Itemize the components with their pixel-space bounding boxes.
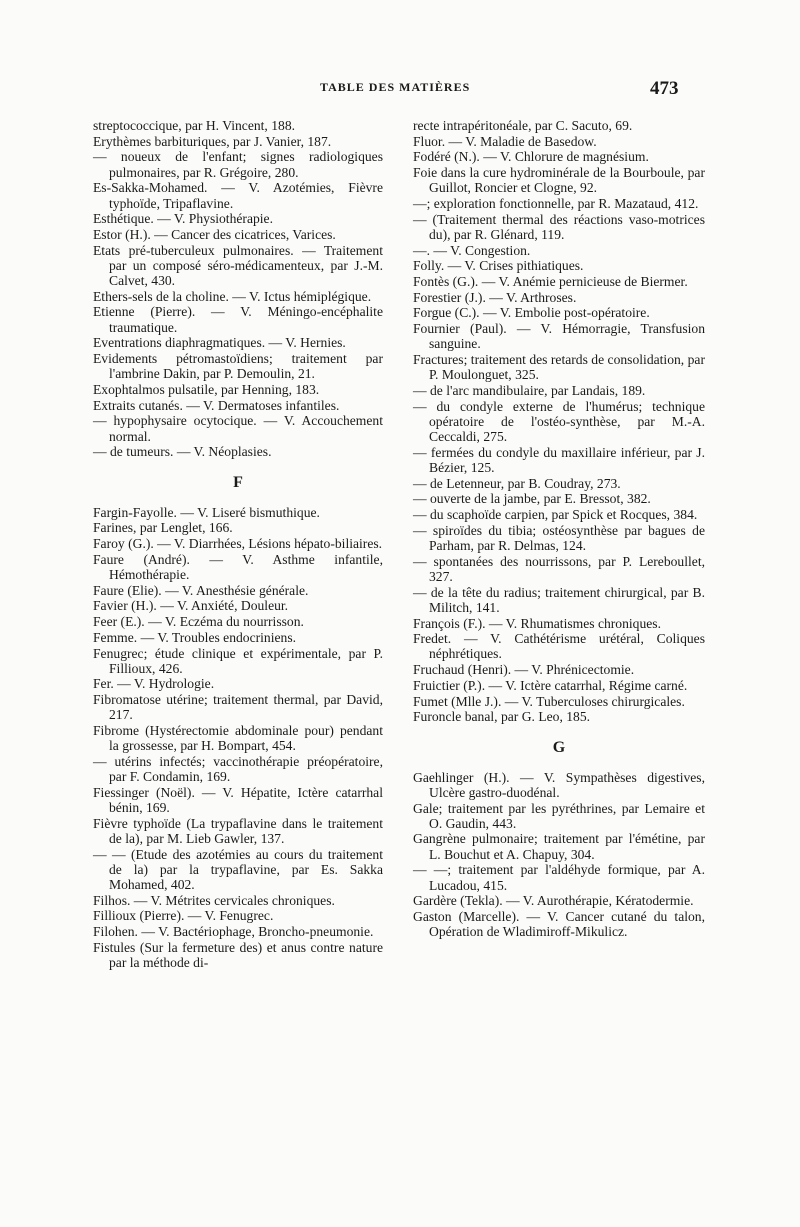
index-entry: Extraits cutanés. — V. Dermatoses infantiles. [93, 397, 340, 413]
index-entry: Furoncle banal, par G. Leo, 185. [413, 709, 591, 725]
index-entry: Fontès (G.). — V. Anémie pernicieuse de Biermer. [413, 274, 688, 290]
index-entry: Ethers-sels de la choline. — V. Ictus hémiplégique. [93, 288, 372, 304]
index-entry: Fillioux (Pierre). — V. Fenugrec. [93, 908, 274, 924]
index-entry: Erythèmes barbituriques, par J. Vanier, 187. [93, 133, 332, 149]
index-column-right [413, 118, 705, 940]
index-entry: — de l'arc mandibulaire, par Landais, 189. [413, 382, 646, 398]
index-entry: Fibromatose utérine; traitement thermal, par David, 217. [93, 692, 383, 723]
index-entry: Fiessinger (Noël). — V. Hépatite, Ictère catarrhal bénin, 169. [93, 784, 383, 816]
index-entry: Fargin-Fayolle. — V. Liseré bismuthique. [93, 504, 320, 520]
index-entry: Faroy (G.). — V. Diarrhées, Lésions hépato-biliaires. [93, 536, 383, 552]
index-entry: Fièvre typhoïde (La trypaflavine dans le traitement de la), par M. Lieb Gawler, 137. [93, 815, 383, 846]
index-entry: Es-Sakka-Mohamed. — V. Azotémies, Fièvre typhoïde, Tripaflavine. [93, 180, 383, 211]
index-column-left [93, 118, 383, 971]
index-entry: — spontanées des nourrissons, par P. Lereboullet, 327. [413, 553, 705, 584]
index-entry: Folly. — V. Crises pithiatiques. [413, 258, 584, 274]
index-entry: Fruchaud (Henri). — V. Phrénicectomie. [413, 662, 635, 678]
index-entry: Etats pré-tuberculeux pulmonaires. — Traitement par un composé séro-médicamenteux, par J.-M. Calvet, 430. [93, 242, 383, 289]
index-entry: Farines, par Lenglet, 166. [93, 520, 233, 536]
index-entry: — — (Etude des azotémies au cours du traitement de la) par la trypaflavine, par Es. Sakka Mohamed, 402. [93, 846, 383, 893]
index-entry: —; exploration fonctionnelle, par R. Mazataud, 412. [413, 196, 699, 212]
index-entry: —. — V. Congestion. [413, 242, 531, 258]
section-letter: F [233, 474, 243, 492]
index-entry: Fluor. — V. Maladie de Basedow. [413, 133, 597, 149]
running-title: TABLE DES MATIÈRES [320, 80, 471, 94]
index-entry: Fractures; traitement des retards de consolidation, par P. Moulonguet, 325. [413, 352, 705, 383]
index-entry: Gardère (Tekla). — V. Aurothérapie, Kératodermie. [413, 893, 694, 909]
index-entry: Filohen. — V. Bactériophage, Broncho-pneumonie. [93, 924, 374, 940]
index-entry: Esthétique. — V. Physiothérapie. [93, 211, 273, 227]
index-entry: — —; traitement par l'aldéhyde formique, par A. Lucadou, 415. [413, 862, 705, 893]
index-entry: — de Letenneur, par B. Coudray, 273. [413, 475, 621, 491]
index-entry: Faure (André). — V. Asthme infantile, Hémothérapie. [93, 551, 383, 582]
page-number: 473 [650, 78, 679, 99]
index-entry: Fer. — V. Hydrologie. [93, 676, 215, 692]
index-entry: — (Traitement thermal des réactions vaso-motrices du), par R. Glénard, 119. [413, 211, 705, 242]
index-entry: Femme. — V. Troubles endocriniens. [93, 629, 297, 645]
index-entry: Faure (Elie). — V. Anesthésie générale. [93, 582, 309, 598]
index-entry: Foie dans la cure hydrominérale de la Bourboule, par Guillot, Roncier et Clogne, 92. [413, 165, 705, 196]
index-entry: Fournier (Paul). — V. Hémorragie, Transfusion sanguine. [413, 321, 705, 352]
index-entry: Gangrène pulmonaire; traitement par l'émétine, par L. Bouchut et A. Chapuy, 304. [413, 831, 705, 862]
index-entry: Feer (E.). — V. Eczéma du nourrisson. [93, 614, 304, 630]
index-entry: Fistules (Sur la fermeture des) et anus contre nature par la méthode di- [93, 939, 383, 971]
index-entry: streptococcique, par H. Vincent, 188. [93, 118, 296, 133]
index-entry: Gaston (Marcelle). — V. Cancer cutané du talon, Opération de Wladimiroff-Mikulicz. [413, 908, 705, 940]
index-entry: — du condyle externe de l'humérus; technique opératoire de l'ostéo-synthèse, par M.-A. Ceccaldi, 275. [413, 398, 705, 445]
index-entry: François (F.). — V. Rhumatismes chroniques. [413, 615, 661, 631]
index-entry: — de tumeurs. — V. Néoplasies. [93, 444, 272, 460]
index-entry: — hypophysaire ocytocique. — V. Accouchement normal. [93, 413, 383, 444]
index-entry: Favier (H.). — V. Anxiété, Douleur. [93, 598, 289, 614]
index-entry: — utérins infectés; vaccinothérapie préopératoire, par F. Condamin, 169. [93, 753, 383, 785]
index-entry: Fumet (Mlle J.). — V. Tuberculoses chirurgicales. [413, 693, 685, 709]
index-entry: Fenugrec; étude clinique et expérimentale, par P. Fillioux, 426. [93, 645, 383, 676]
index-entry: Eventrations diaphragmatiques. — V. Hernies. [93, 335, 346, 351]
index-entry: — fermées du condyle du maxillaire inférieur, par J. Bézier, 125. [413, 444, 705, 475]
index-entry: — spiroïdes du tibia; ostéosynthèse par bagues de Parham, par R. Delmas, 124. [413, 522, 705, 553]
index-entry: Gaehlinger (H.). — V. Sympathèses digestives, Ulcère gastro-duodénal. [413, 769, 705, 800]
section-letter: G [552, 739, 566, 757]
index-entry: recte intrapéritonéale, par C. Sacuto, 69. [413, 118, 633, 133]
index-entry: — ouverte de la jambe, par E. Bressot, 382. [413, 491, 651, 507]
index-entry: Gale; traitement par les pyréthrines, par Lemaire et O. Gaudin, 443. [413, 800, 705, 831]
index-entry: Filhos. — V. Métrites cervicales chroniques. [93, 892, 335, 908]
index-entry: Etienne (Pierre). — V. Méningo-encéphalite traumatique. [93, 304, 383, 335]
index-entry: Forgue (C.). — V. Embolie post-opératoire. [413, 305, 650, 321]
index-entry: — noueux de l'enfant; signes radiologiques pulmonaires, par R. Grégoire, 280. [93, 149, 383, 180]
index-entry: Estor (H.). — Cancer des cicatrices, Varices. [93, 226, 336, 242]
index-entry: Fodéré (N.). — V. Chlorure de magnésium. [413, 149, 649, 165]
index-entry: Fibrome (Hystérectomie abdominale pour) pendant la grossesse, par H. Bompart, 454. [93, 723, 383, 754]
page-header [0, 78, 800, 98]
index-entry: Exophtalmos pulsatile, par Henning, 183. [93, 381, 320, 397]
index-entry: — du scaphoïde carpien, par Spick et Rocques, 384. [413, 507, 698, 523]
index-entry: Fredet. — V. Cathétérisme urétéral, Coliques néphrétiques. [413, 631, 705, 662]
index-entry: Forestier (J.). — V. Arthroses. [413, 289, 577, 305]
index-entry: — de la tête du radius; traitement chirurgical, par B. Militch, 141. [413, 584, 705, 615]
index-entry: Evidements pétromastoïdiens; traitement par l'ambrine Dakin, par P. Demoulin, 21. [93, 351, 383, 382]
index-entry: Fruictier (P.). — V. Ictère catarrhal, Régime carné. [413, 677, 688, 693]
